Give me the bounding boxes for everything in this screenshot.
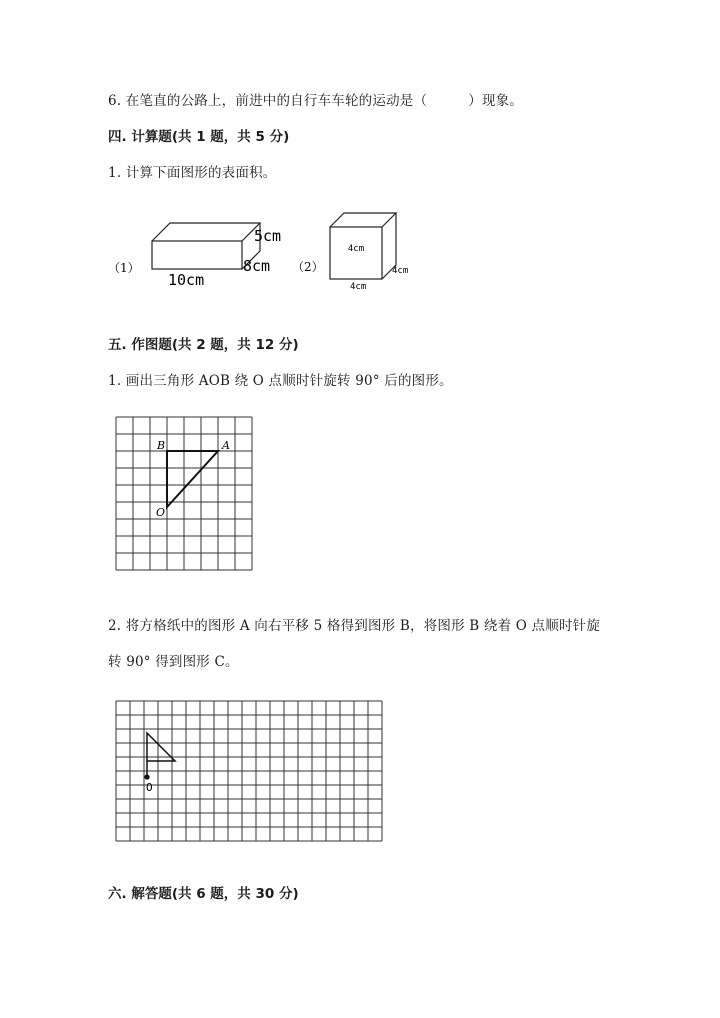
section-5-question-1: 1. 画出三角形 AOB 绕 O 点顺时针旋转 90° 后的图形。 xyxy=(108,373,453,389)
grid-1-point-a: A xyxy=(222,439,230,452)
triangle-aob xyxy=(167,451,218,507)
cube-bottom-label: 4cm xyxy=(350,282,367,292)
cube-front-label: 4cm xyxy=(347,244,365,254)
grid-1-lines xyxy=(116,417,252,570)
grid-2-lines xyxy=(116,701,382,841)
cuboid-height-label: 5cm xyxy=(254,227,282,245)
grid-2-figure xyxy=(112,697,397,847)
section-5-question-2-line-1: 2. 将方格纸中的图形 A 向右平移 5 格得到图形 B，将图形 B 绕着 O 点顺时针旋 xyxy=(108,618,601,634)
point-o-dot xyxy=(144,774,149,779)
section-5-question-2-line-2: 转 90° 得到图形 C。 xyxy=(108,654,239,670)
figure-1-label: （1） xyxy=(108,261,140,275)
section-5-heading: 五. 作图题(共 2 题，共 12 分) xyxy=(108,337,299,353)
cuboid-figure xyxy=(108,205,318,300)
grid-1-point-b: B xyxy=(157,439,166,452)
figure-2-label: （2） xyxy=(292,260,324,274)
section-4-question-1: 1. 计算下面图形的表面积。 xyxy=(108,165,277,181)
cuboid-width-label: 8cm xyxy=(243,257,271,275)
grid-1-figure xyxy=(112,413,262,583)
cube-figure xyxy=(292,205,422,297)
grid-2-point-o: O xyxy=(146,781,153,794)
cuboid-top-face xyxy=(152,223,260,241)
cube-side-label: 4cm xyxy=(392,266,409,276)
cuboid-front-face xyxy=(152,241,242,269)
grid-1-point-o: O xyxy=(156,506,166,519)
cuboid-length-label: 10cm xyxy=(168,271,205,289)
section-6-heading: 六. 解答题(共 6 题，共 30 分) xyxy=(108,886,299,902)
question-6-text: 6. 在笔直的公路上，前进中的自行车车轮的运动是（ ）现象。 xyxy=(108,93,524,109)
cube-top-face xyxy=(330,213,396,227)
section-4-heading: 四. 计算题(共 1 题，共 5 分) xyxy=(108,129,290,145)
